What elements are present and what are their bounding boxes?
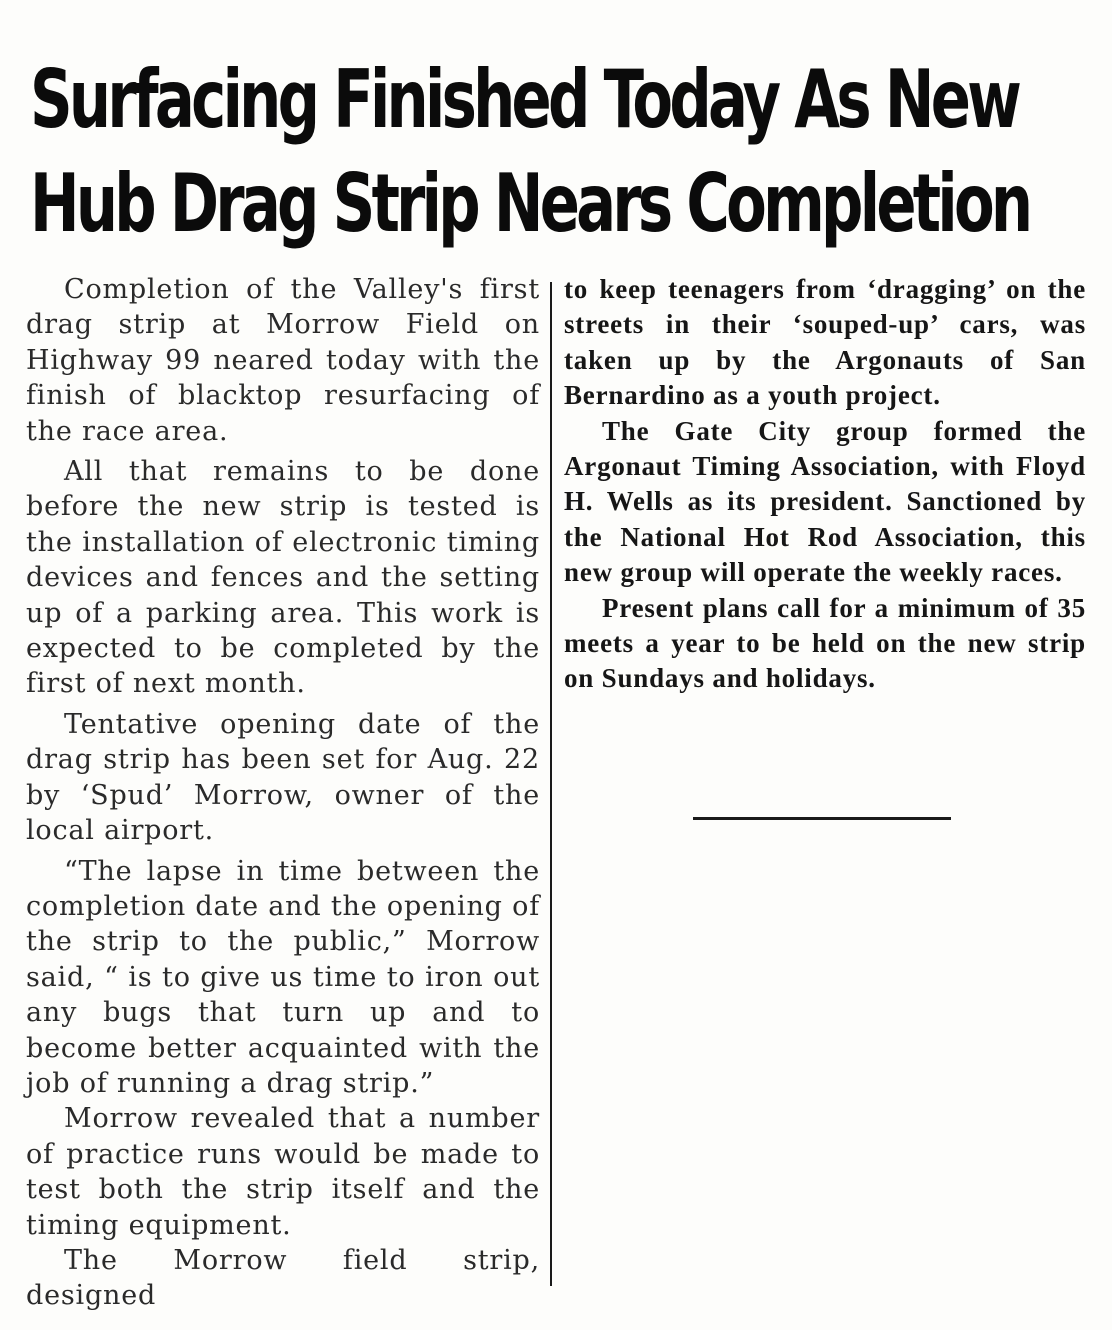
right-column: [564, 272, 1086, 697]
paragraph-teenagers: to keep teenagers from ‘dragging’ on the streets in their ‘souped-up’ cars, was taken up by the Argonauts of San Bernardino as a youth project.: [564, 274, 1086, 411]
paragraph-remaining-work: All that remains to be done before the new strip is tested is the installation of electronic timing devices and fences and the setting up of a parking area. This work is expected to be completed by the first of next month.: [26, 456, 540, 700]
paragraph-present-plans: Present plans call for a minimum of 35 meets a year to be held on the new strip on Sundays and holidays.: [564, 592, 1086, 694]
paragraph-completion: Completion of the Valley's first drag strip at Morrow Field on Highway 99 neared today with the finish of blacktop resurfacing of the race area.: [26, 274, 540, 447]
paragraph-gate-city-group: The Gate City group formed the Argonaut Timing Association, with Floyd H. Wells as its president. Sanctioned by the National Hot Rod Association, this new group will operate the weekly races.: [564, 415, 1086, 588]
headline-line-1: Surfacing Finished Today As New: [30, 53, 1019, 146]
paragraph-opening-date: Tentative opening date of the drag strip has been set for Aug. 22 by ‘Spud’ Morrow, owner of the local airport.: [26, 708, 540, 847]
paragraph-morrow-quote: “The lapse in time between the completion date and the opening of the strip to the public,” Morrow said, “ is to give us time to iron out any bugs that turn up and to become better acquainted with the job of running a drag strip.”: [26, 855, 540, 1099]
headline-line-2: Hub Drag Strip Nears Completion: [30, 157, 1030, 250]
headline: [30, 48, 1030, 256]
paragraph-practice-runs: Morrow revealed that a number of practice runs would be made to test both the strip itself and the timing equipment.: [26, 1103, 540, 1241]
paragraph-strip-designed: The Morrow field strip, designed: [26, 1244, 540, 1312]
left-column: [26, 272, 540, 1314]
column-divider: [550, 282, 552, 1286]
article-end-rule: [693, 817, 951, 820]
